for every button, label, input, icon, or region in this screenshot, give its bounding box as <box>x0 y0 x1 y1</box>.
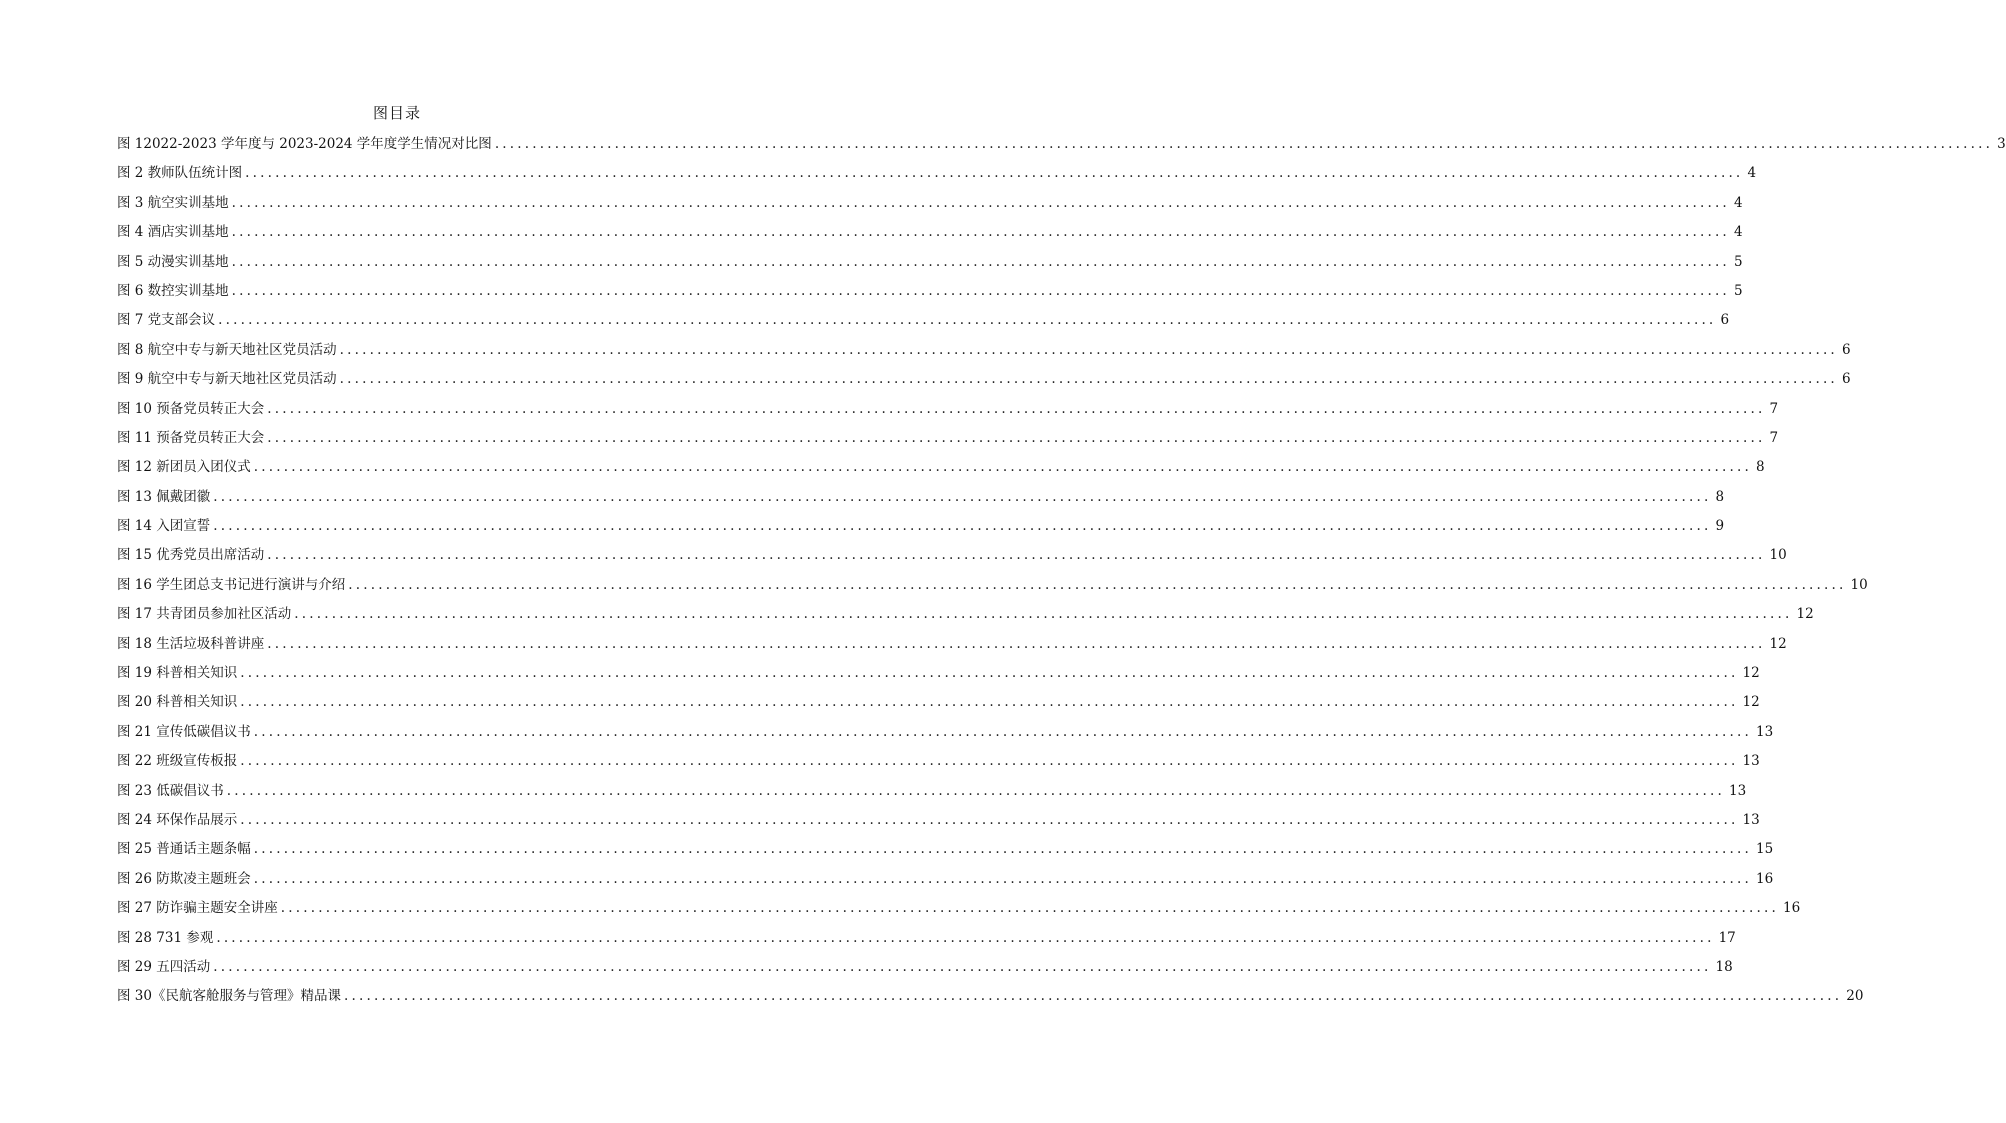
toc-dot-leader: ........................................................................................................................................................................................................ <box>339 371 1838 388</box>
toc-entry-label: 图 20 科普相关知识 <box>117 694 238 711</box>
toc-dot-leader: ........................................................................................................................................................................................................ <box>343 988 1843 1005</box>
toc-dot-leader: ........................................................................................................................................................................................................ <box>216 929 1715 946</box>
toc-entry-label: 图 10 预备党员转正大会 <box>117 400 265 417</box>
toc-dot-leader: ........................................................................................................................................................................................................ <box>267 635 1766 652</box>
toc-entry-label: 图 14 入团宣誓 <box>117 518 211 535</box>
toc-entry-label: 图 17 共青团员参加社区活动 <box>117 606 292 623</box>
toc-entry-label: 图 15 优秀党员出席活动 <box>117 547 265 564</box>
toc-dot-leader: ........................................................................................................................................................................................................ <box>240 753 1739 770</box>
toc-dot-leader: ........................................................................................................................................................................................................ <box>231 224 1730 241</box>
toc-entry-label: 图 30《民航客舱服务与管理》精品课 <box>117 988 341 1005</box>
toc-entry[interactable] <box>117 516 1725 545</box>
toc-entry-page-number: 10 <box>1850 576 1868 593</box>
toc-entry-page-number: 3 <box>1997 136 2006 152</box>
toc-entry-page-number: 18 <box>1715 958 1733 975</box>
toc-dot-leader: ........................................................................................................................................................................................................ <box>213 958 1712 975</box>
toc-dot-leader: ........................................................................................................................................................................................................ <box>240 694 1739 711</box>
toc-entry[interactable] <box>117 898 1801 927</box>
toc-entry-page-number: 9 <box>1715 518 1725 535</box>
toc-dot-leader: ........................................................................................................................................................................................................ <box>294 606 1793 623</box>
toc-entry-label: 图 12022-2023 学年度与 2023-2024 学年度学生情况对比图 <box>117 136 492 152</box>
toc-entry-label: 图 26 防欺凌主题班会 <box>117 870 251 887</box>
toc-entry[interactable] <box>117 634 1787 663</box>
toc-entry[interactable] <box>117 369 1851 398</box>
toc-entry-label: 图 22 班级宣传板报 <box>117 753 238 770</box>
toc-entry[interactable] <box>117 722 1774 751</box>
toc-entry-page-number: 16 <box>1783 900 1801 917</box>
toc-entry-page-number: 20 <box>1846 988 1864 1005</box>
toc-entry-page-number: 7 <box>1769 400 1779 417</box>
toc-dot-leader: ........................................................................................................................................................................................................ <box>231 194 1730 211</box>
toc-entry[interactable] <box>117 692 1760 721</box>
toc-entry-label: 图 23 低碳倡议书 <box>117 782 224 799</box>
toc-entry-page-number: 13 <box>1729 782 1747 799</box>
toc-entry[interactable] <box>117 399 1779 428</box>
toc-dot-leader: ........................................................................................................................................................................................................ <box>348 576 1847 593</box>
toc-entry-label: 图 24 环保作品展示 <box>117 811 238 828</box>
toc-entry[interactable] <box>117 428 1779 457</box>
toc-entry[interactable] <box>117 810 1760 839</box>
toc-entry-page-number: 17 <box>1718 929 1736 946</box>
toc-list <box>117 134 2006 1016</box>
toc-entry-page-number: 12 <box>1742 665 1760 682</box>
toc-entry[interactable] <box>117 310 1730 339</box>
toc-dot-leader: ........................................................................................................................................................................................................ <box>253 723 1753 740</box>
toc-entry[interactable] <box>117 222 1743 251</box>
toc-dot-leader: ........................................................................................................................................................................................................ <box>267 547 1766 564</box>
toc-dot-leader: ........................................................................................................................................................................................................ <box>231 253 1730 270</box>
toc-entry-label: 图 8 航空中专与新天地社区党员活动 <box>117 341 337 358</box>
toc-dot-leader: ........................................................................................................................................................................................................ <box>231 282 1730 299</box>
toc-entry[interactable] <box>117 252 1743 281</box>
toc-dot-leader: ........................................................................................................................................................................................................ <box>253 870 1753 887</box>
toc-dot-leader: ........................................................................................................................................................................................................ <box>253 841 1753 858</box>
toc-entry[interactable] <box>117 751 1760 780</box>
toc-dot-leader: ........................................................................................................................................................................................................ <box>253 459 1753 476</box>
toc-dot-leader: ........................................................................................................................................................................................................ <box>213 488 1712 505</box>
toc-entry-label: 图 21 宣传低碳倡议书 <box>117 723 251 740</box>
toc-entry-page-number: 5 <box>1733 253 1743 270</box>
toc-entry-label: 图 28 731 参观 <box>117 929 214 946</box>
toc-entry-page-number: 13 <box>1756 723 1774 740</box>
toc-entry-label: 图 13 佩戴团徽 <box>117 488 211 505</box>
toc-dot-leader: ........................................................................................................................................................................................................ <box>494 136 1994 152</box>
toc-entry-page-number: 5 <box>1733 282 1743 299</box>
toc-entry-page-number: 4 <box>1733 194 1743 211</box>
toc-entry[interactable] <box>117 986 1864 1015</box>
toc-dot-leader: ........................................................................................................................................................................................................ <box>245 165 1744 182</box>
toc-entry-page-number: 13 <box>1742 753 1760 770</box>
toc-dot-leader: ........................................................................................................................................................................................................ <box>218 312 1717 329</box>
toc-entry[interactable] <box>117 487 1725 516</box>
toc-title: 图目录 <box>372 104 421 122</box>
toc-entry[interactable] <box>117 928 1736 957</box>
toc-entry-label: 图 18 生活垃圾科普讲座 <box>117 635 265 652</box>
toc-entry-label: 图 4 酒店实训基地 <box>117 224 229 241</box>
toc-entry[interactable] <box>117 193 1743 222</box>
toc-entry-page-number: 4 <box>1747 165 1757 182</box>
toc-entry[interactable] <box>117 163 1757 192</box>
toc-entry-label: 图 16 学生团总支书记进行演讲与介绍 <box>117 576 346 593</box>
toc-dot-leader: ........................................................................................................................................................................................................ <box>226 782 1726 799</box>
toc-entry-page-number: 15 <box>1756 841 1774 858</box>
toc-entry[interactable] <box>117 575 1868 604</box>
toc-entry-label: 图 27 防诈骗主题安全讲座 <box>117 900 278 917</box>
toc-entry-page-number: 16 <box>1756 870 1774 887</box>
toc-entry-label: 图 2 教师队伍统计图 <box>117 165 243 182</box>
toc-dot-leader: ........................................................................................................................................................................................................ <box>240 665 1739 682</box>
toc-entry-page-number: 7 <box>1769 429 1779 446</box>
toc-entry-page-number: 8 <box>1715 488 1725 505</box>
toc-entry-label: 图 7 党支部会议 <box>117 312 216 329</box>
toc-entry-label: 图 9 航空中专与新天地社区党员活动 <box>117 371 337 388</box>
toc-entry-label: 图 12 新团员入团仪式 <box>117 459 251 476</box>
toc-entry-page-number: 6 <box>1841 371 1851 388</box>
toc-entry-page-number: 4 <box>1733 224 1743 241</box>
toc-entry[interactable] <box>117 839 1774 868</box>
toc-dot-leader: ........................................................................................................................................................................................................ <box>339 341 1838 358</box>
toc-entry-label: 图 11 预备党员转正大会 <box>117 429 265 446</box>
toc-entry-page-number: 13 <box>1742 811 1760 828</box>
toc-entry-page-number: 6 <box>1720 312 1730 329</box>
toc-entry-label: 图 5 动漫实训基地 <box>117 253 229 270</box>
toc-entry[interactable] <box>117 134 2006 163</box>
toc-dot-leader: ........................................................................................................................................................................................................ <box>213 518 1712 535</box>
toc-entry-page-number: 10 <box>1769 547 1787 564</box>
toc-dot-leader: ........................................................................................................................................................................................................ <box>280 900 1780 917</box>
toc-entry[interactable] <box>117 457 1765 486</box>
toc-entry-label: 图 19 科普相关知识 <box>117 665 238 682</box>
toc-dot-leader: ........................................................................................................................................................................................................ <box>267 400 1766 417</box>
toc-entry-label: 图 3 航空实训基地 <box>117 194 229 211</box>
toc-entry[interactable] <box>117 281 1743 310</box>
toc-entry-label: 图 25 普通话主题条幅 <box>117 841 251 858</box>
toc-entry[interactable] <box>117 663 1760 692</box>
toc-entry-page-number: 12 <box>1796 606 1814 623</box>
toc-entry-page-number: 12 <box>1742 694 1760 711</box>
toc-entry-label: 图 6 数控实训基地 <box>117 282 229 299</box>
toc-entry-page-number: 12 <box>1769 635 1787 652</box>
toc-entry[interactable] <box>117 340 1851 369</box>
toc-entry[interactable] <box>117 781 1747 810</box>
toc-dot-leader: ........................................................................................................................................................................................................ <box>267 429 1766 446</box>
toc-entry-page-number: 6 <box>1841 341 1851 358</box>
toc-entry[interactable] <box>117 545 1787 574</box>
toc-entry[interactable] <box>117 604 1814 633</box>
toc-entry-label: 图 29 五四活动 <box>117 958 211 975</box>
toc-entry-page-number: 8 <box>1756 459 1765 476</box>
toc-entry[interactable] <box>117 957 1733 986</box>
toc-dot-leader: ........................................................................................................................................................................................................ <box>240 811 1739 828</box>
toc-entry[interactable] <box>117 869 1774 898</box>
